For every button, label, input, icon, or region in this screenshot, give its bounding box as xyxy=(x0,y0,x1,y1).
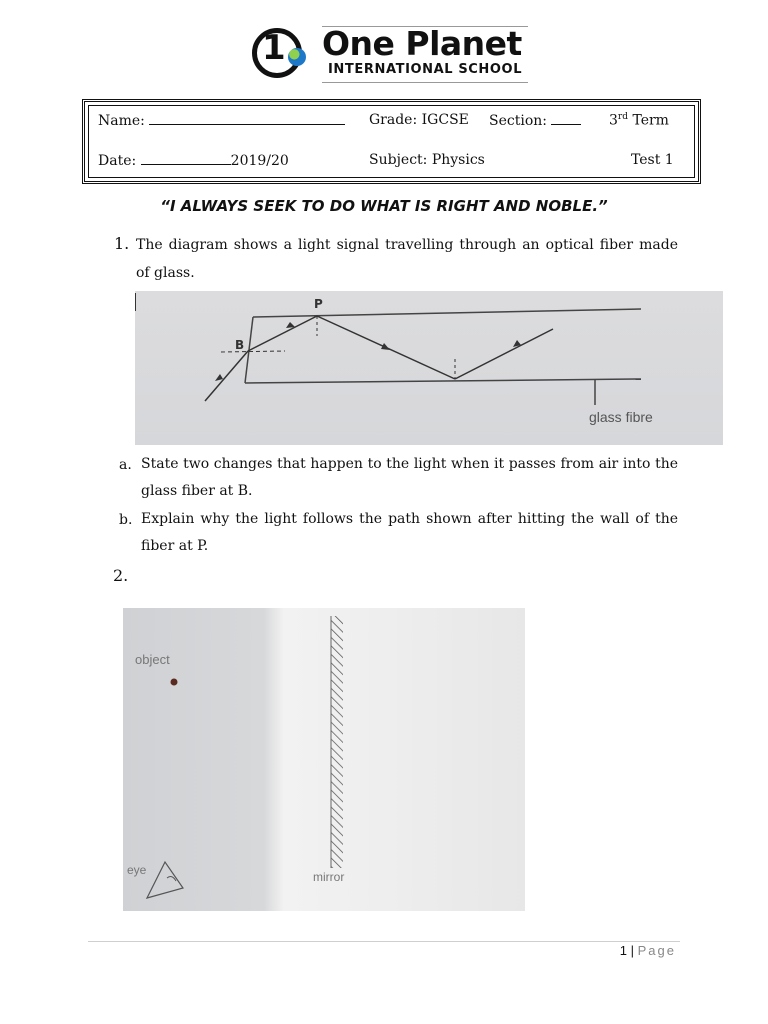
question-1b-label: b. xyxy=(119,512,133,528)
name-blank[interactable] xyxy=(149,112,345,125)
page-footer xyxy=(560,943,676,958)
date-label: Date: xyxy=(98,153,137,169)
optical-fiber-drawing xyxy=(135,291,723,445)
label-eye: eye xyxy=(127,863,147,877)
student-info-box xyxy=(82,99,701,184)
plane-mirror-drawing xyxy=(123,608,525,911)
question-1-number: 1. xyxy=(114,234,130,253)
logo-bottom-rule xyxy=(322,82,528,83)
label-p: P xyxy=(314,297,323,311)
globe-icon xyxy=(288,48,306,66)
logo-title: One Planet xyxy=(322,24,522,63)
footer-rule xyxy=(88,941,680,942)
section-blank[interactable] xyxy=(551,112,581,125)
grade-label: Grade: IGCSE xyxy=(369,112,469,128)
term-ordinal: rd xyxy=(617,112,628,122)
term-number: 3 xyxy=(609,112,618,129)
school-motto: “I ALWAYS SEEK TO DO WHAT IS RIGHT AND NOBLE.” xyxy=(160,197,608,215)
plane-mirror-diagram xyxy=(123,608,525,911)
question-1a-label: a. xyxy=(119,457,132,473)
page-number: 1 xyxy=(619,943,627,958)
date-year: 2019/20 xyxy=(230,153,289,169)
label-glass-fibre: glass fibre xyxy=(589,409,653,425)
logo-numeral: 1 xyxy=(262,28,286,68)
name-field xyxy=(98,112,345,129)
section-field xyxy=(489,112,581,129)
label-mirror: mirror xyxy=(313,870,345,884)
question-1-text: The diagram shows a light signal travelling through an optical fiber made of glass. xyxy=(136,237,678,281)
date-blank[interactable] xyxy=(141,152,231,165)
section-label: Section: xyxy=(489,113,547,129)
term-word: Term xyxy=(632,112,669,129)
test-label: Test 1 xyxy=(631,152,674,168)
date-field xyxy=(98,152,289,169)
name-label: Name: xyxy=(98,113,145,129)
term-label xyxy=(609,112,669,129)
question-1a-text: State two changes that happen to the light when it passes from air into the glass fiber at B. xyxy=(141,456,678,499)
logo-subtitle: INTERNATIONAL SCHOOL xyxy=(328,62,523,77)
page-separator: | xyxy=(630,943,634,958)
page-word: Page xyxy=(637,943,676,958)
subject-label: Subject: Physics xyxy=(369,152,485,168)
optical-fiber-diagram xyxy=(135,291,723,445)
label-object: object xyxy=(135,652,170,667)
label-b: B xyxy=(235,338,245,352)
school-logo xyxy=(248,22,538,88)
question-1b-text: Explain why the light follows the path shown after hitting the wall of the fiber at P. xyxy=(141,511,678,554)
question-2-number: 2. xyxy=(113,566,129,585)
